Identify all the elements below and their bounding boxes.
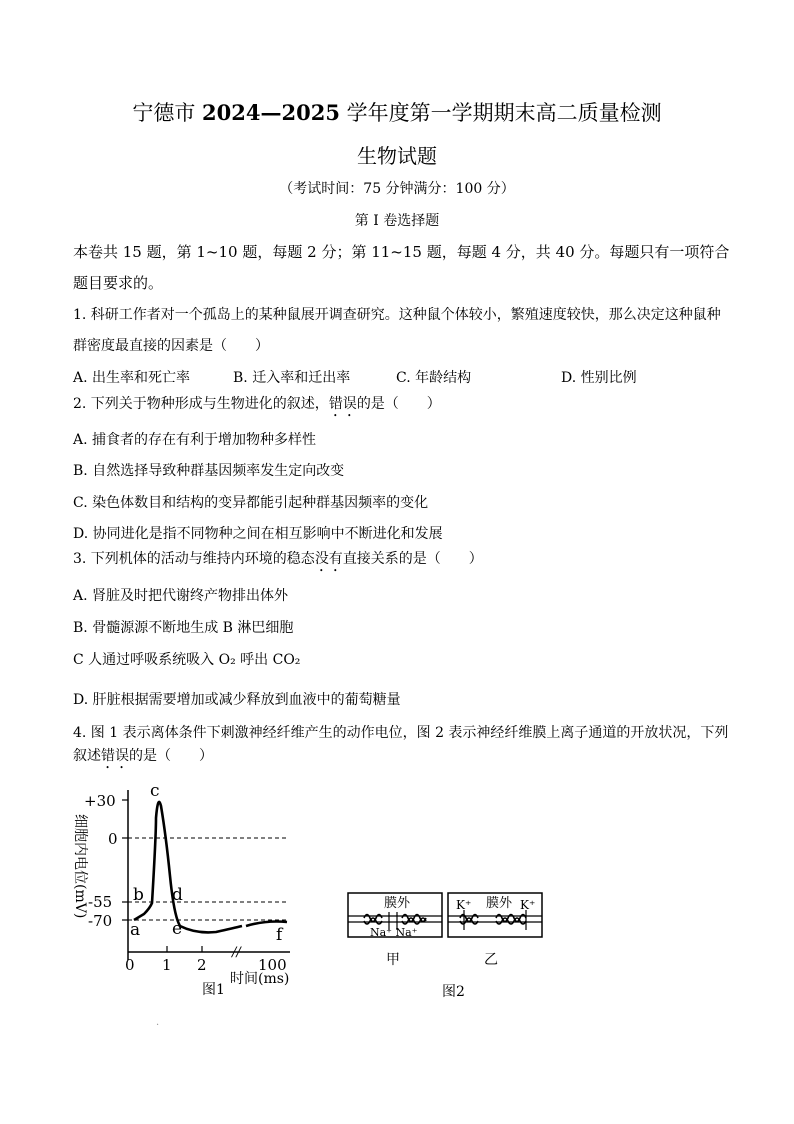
panel-jia-outside-label: 膜外 xyxy=(384,896,411,911)
point-label-b: b xyxy=(133,885,144,905)
figure-1-action-potential xyxy=(66,776,306,1006)
xtick-1: 1 xyxy=(162,956,172,974)
q2-option-c: C. 染色体数目和结构的变异都能引起种群基因频率的变化 xyxy=(73,495,429,511)
q2-option-b: B. 自然选择导致种群基因频率发生定向改变 xyxy=(73,463,345,479)
exam-title: 宁德市 2024—2025 学年度第一学期期末高二质量检测 xyxy=(132,100,662,125)
q1-stem-line-1: 1. 科研工作者对一个孤岛上的某种鼠展开调查研究。这种鼠个体较小，繁殖速度较快，那么决定这种鼠种 xyxy=(73,307,721,323)
ytick-minus55: -55 xyxy=(88,893,113,911)
exam-time-info: （考试时间：75 分钟满分：100 分） xyxy=(279,181,515,197)
q3-option-a: A. 肾脏及时把代谢终产物排出体外 xyxy=(73,588,289,604)
q2-option-d: D. 协同进化是指不同物种之间在相互影响中不断进化和发展 xyxy=(73,526,443,542)
q4-emphasis: 错误 xyxy=(101,748,129,764)
instructions-line-2: 题目要求的。 xyxy=(73,274,164,292)
point-label-c: c xyxy=(150,781,160,801)
panel-yi-label: 乙 xyxy=(484,952,498,968)
q3-emphasis: 没有 xyxy=(314,551,343,567)
figure-2-ion-channels xyxy=(346,890,546,1002)
section-heading: 第 I 卷选择题 xyxy=(354,213,440,229)
ytick-minus70: -70 xyxy=(88,912,113,930)
q1-option-c: C. 年龄结构 xyxy=(396,370,472,386)
q1-option-b: B. 迁入率和迁出率 xyxy=(233,370,351,386)
point-label-a: a xyxy=(130,920,141,940)
panel-yi-ion-right: K⁺ xyxy=(520,898,536,912)
q3-option-b: B. 骨髓源源不断地生成 B 淋巴细胞 xyxy=(73,620,294,636)
figure-2-caption: 图2 xyxy=(442,984,465,1000)
y-axis-label: 细胞内电位(mV) xyxy=(72,814,88,919)
q3-option-d: D. 肝脏根据需要增加或减少释放到血液中的葡萄糖量 xyxy=(73,692,401,708)
q2-emphasis: 错误 xyxy=(328,396,357,412)
panel-jia-label: 甲 xyxy=(386,952,400,968)
figure-1-caption: 图1 xyxy=(202,982,225,998)
q2-stem: 2. 下列关于物种形成与生物进化的叙述，错误的是（ ） xyxy=(73,396,441,412)
q3-option-c: C 人通过呼吸系统吸入 O₂ 呼出 CO₂ xyxy=(73,652,301,668)
xtick-2: 2 xyxy=(197,956,207,974)
xtick-100: 100 xyxy=(258,956,287,974)
instructions-line-1: 本卷共 15 题，第 1~10 题，每题 2 分；第 11~15 题，每题 4 分，共 40 分。每题只有一项符合 xyxy=(73,243,730,261)
point-label-f: f xyxy=(276,925,283,945)
q3-stem: 3. 下列机体的活动与维持内环境的稳态没有直接关系的是（ ） xyxy=(73,551,483,567)
q4-stem-line-2: 叙述错误的是（ ） xyxy=(73,748,213,764)
action-potential-curve xyxy=(134,802,242,932)
x-axis-label: 时间(ms) xyxy=(230,971,290,987)
xtick-0: 0 xyxy=(125,956,135,974)
axis-break-mark: // xyxy=(232,945,241,960)
ytick-plus30: +30 xyxy=(84,792,116,810)
ytick-0: 0 xyxy=(108,830,118,848)
q1-option-d: D. 性别比例 xyxy=(561,370,637,386)
q1-option-a: A. 出生率和死亡率 xyxy=(73,370,191,386)
point-label-d: d xyxy=(172,885,183,905)
panel-jia-ion-label: Na⁺ Na⁺ xyxy=(370,926,418,939)
panel-yi-outside-label: 膜外 xyxy=(486,896,513,911)
panel-yi-ion-left: K⁺ xyxy=(456,898,472,912)
point-label-e: e xyxy=(172,919,183,939)
exam-subtitle: 生物试题 xyxy=(357,144,437,168)
footer-mark: · xyxy=(156,1020,160,1031)
q1-stem-line-2: 群密度最直接的因素是（ ） xyxy=(73,338,269,354)
q4-stem-line-1: 4. 图 1 表示离体条件下刺激神经纤维产生的动作电位，图 2 表示神经纤维膜上离子通道的开放状况，下列 xyxy=(73,725,729,741)
q2-option-a: A. 捕食者的存在有利于增加物种多样性 xyxy=(73,432,317,448)
